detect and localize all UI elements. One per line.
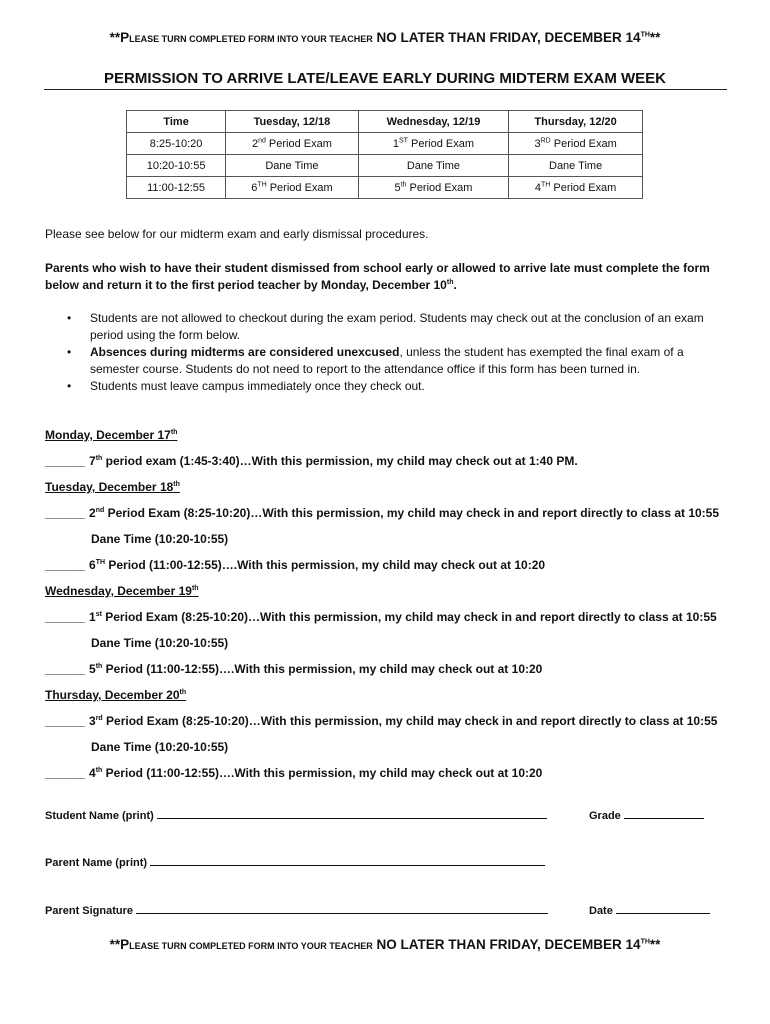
table-cell [509,177,643,199]
notice-suffix: ** [649,937,661,952]
table-row [127,155,643,177]
cell-pre: 5 [394,181,401,194]
notice-suffix: ** [649,30,661,45]
time-cell: 11:00-12:55 [127,177,226,199]
day-heading-monday [45,428,177,442]
parent-name-label: Parent Name (print) [45,857,151,869]
day-text: Tuesday, December 18 [45,480,174,494]
table-cell [226,155,359,177]
option-sup: TH [95,559,106,566]
day-sup: th [179,689,187,696]
parent-signature-field[interactable] [45,903,548,917]
option-text: Period (11:00-12:55)….With this permission, my child may check out at 10:20 [102,766,543,780]
exam-schedule-table [126,110,643,199]
option-num: 1 [89,610,96,624]
option-sup: nd [95,507,105,514]
notice-small-caps: LEASE TURN COMPLETED FORM INTO YOUR TEACHER [129,941,373,951]
parent-signature-label: Parent Signature [45,905,137,917]
date-line[interactable] [616,903,710,914]
option-sup: rd [95,715,103,722]
cell-sup: nd [258,136,266,144]
notice-sup: TH [640,938,650,946]
day-heading-thursday [45,688,186,702]
notice-deadline: NO LATER THAN FRIDAY, DECEMBER 14 [372,30,641,45]
cell-sup: th [400,180,407,188]
parents-note-text: Parents who wish to have their student dismissed from school early or allowed to arrive late must complete the form below and return it to the first period teacher by Monday, December 10 [45,261,710,292]
notice-small-caps: LEASE TURN COMPLETED FORM INTO YOUR TEACHER [129,34,373,44]
checkbox-blank[interactable]: ______ [45,558,86,572]
option-num: 2 [89,506,96,520]
checkbox-blank[interactable]: ______ [45,454,86,468]
notice-prefix: **P [109,937,130,952]
option-num: 6 [89,558,96,572]
cell-sup: TH [540,180,551,188]
option-num: 3 [89,714,96,728]
parents-note-sup: th [446,279,454,286]
list-item [45,310,735,344]
parents-note-end: . [453,278,457,292]
option-wednesday-dane-time: Dane Time (10:20-10:55) [91,636,229,650]
option-thursday-4th[interactable] [45,766,542,780]
rule-bold: Absences during midterms are considered unexcused [90,345,400,359]
cell-pre: 2 [251,137,259,150]
grade-line[interactable] [624,808,704,819]
cell-pre: 6 [251,181,258,194]
table-header-row [127,111,643,133]
day-sup: th [173,481,180,488]
cell-sup: RD [540,136,551,144]
cell-sup: ST [399,136,408,144]
cell-post: Period Exam [406,181,473,194]
list-item [45,344,735,378]
table-cell [358,133,509,155]
table-row [127,177,643,199]
parent-signature-line[interactable] [136,903,548,914]
option-sup: th [95,663,103,670]
parents-note [45,260,735,294]
option-text: Period Exam (8:25-10:20)…With this permission, my child may check in and report directly to class at 10:55 [104,506,720,520]
student-name-line[interactable] [157,808,547,819]
rule-text: , unless the student has exempted the final exam of a semester course. Students do not need to report to the attendance office if this form has been turned in. [90,345,684,376]
cell-pre: 4 [534,181,541,194]
cell-pre: Dane Time [549,159,603,172]
table-cell [226,133,359,155]
intro-paragraph: Please see below for our midterm exam and early dismissal procedures. [45,227,429,241]
header-wednesday: Wednesday, 12/19 [358,111,509,133]
rules-list [45,310,735,395]
table-cell [226,177,359,199]
option-thursday-dane-time: Dane Time (10:20-10:55) [91,740,229,754]
notice-sup: TH [640,31,650,39]
cell-post: Period Exam [265,137,332,150]
student-name-label: Student Name (print) [45,810,157,822]
table-cell [509,155,643,177]
option-monday-7th[interactable] [45,454,578,468]
cell-post: Period Exam [266,181,333,194]
option-sup: th [95,767,103,774]
table-cell [358,177,509,199]
parent-name-field[interactable] [45,855,545,869]
table-cell [509,133,643,155]
option-text: Period Exam (8:25-10:20)…With this permission, my child may check in and report directly to class at 10:55 [102,714,718,728]
option-text: Period Exam (8:25-10:20)…With this permission, my child may check in and report directly to class at 10:55 [101,610,717,624]
option-num: 5 [89,662,96,676]
list-item [45,378,735,395]
day-sup: th [191,585,199,592]
option-text: Period (11:00-12:55)….With this permission, my child may check out at 10:20 [102,662,543,676]
cell-pre: 3 [534,137,541,150]
rule-text: Students must leave campus immediately once they check out. [90,379,425,393]
option-num: 4 [89,766,96,780]
checkbox-blank[interactable]: ______ [45,610,86,624]
grade-label: Grade [589,810,624,822]
cell-pre: Dane Time [406,159,461,172]
cell-pre: 1 [392,137,400,150]
option-wednesday-5th[interactable] [45,662,542,676]
cell-post: Period Exam [550,137,617,150]
day-text: Thursday, December 20 [45,688,180,702]
date-label: Date [589,905,616,917]
cell-sup: TH [257,180,267,188]
day-text: Monday, December 17 [45,428,171,442]
checkbox-blank[interactable]: ______ [45,506,86,520]
notice-deadline: NO LATER THAN FRIDAY, DECEMBER 14 [372,937,641,952]
option-sup: th [95,455,103,462]
notice-top [0,30,770,45]
cell-pre: Dane Time [265,159,319,172]
checkbox-blank[interactable]: ______ [45,714,86,728]
notice-bottom [0,937,770,952]
cell-post: Period Exam [550,181,617,194]
grade-field[interactable] [589,808,704,822]
title-divider [44,89,727,90]
day-sup: th [170,429,178,436]
option-sup: st [95,611,102,618]
table-cell [358,155,509,177]
bullet-icon: • [67,379,72,393]
bullet-icon: • [67,345,72,359]
header-thursday: Thursday, 12/20 [509,111,643,133]
bullet-icon: • [67,311,72,325]
day-text: Wednesday, December 19 [45,584,192,598]
time-cell: 10:20-10:55 [127,155,226,177]
option-wednesday-1st[interactable] [45,610,717,624]
day-heading-tuesday [45,480,180,494]
option-tuesday-dane-time: Dane Time (10:20-10:55) [91,532,229,546]
option-tuesday-6th[interactable] [45,558,545,572]
checkbox-blank[interactable]: ______ [45,662,86,676]
day-heading-wednesday [45,584,199,598]
header-time: Time [127,111,226,133]
option-num: 7 [89,454,96,468]
parent-name-line[interactable] [150,855,545,866]
option-tuesday-2nd[interactable] [45,506,719,520]
page-title: PERMISSION TO ARRIVE LATE/LEAVE EARLY DURING MIDTERM EXAM WEEK [104,70,666,87]
option-text: Period (11:00-12:55)….With this permission, my child may check out at 10:20 [105,558,546,572]
option-thursday-3rd[interactable] [45,714,717,728]
date-field[interactable] [589,903,710,917]
notice-prefix: **P [109,30,130,45]
header-tuesday: Tuesday, 12/18 [226,111,359,133]
option-text: period exam (1:45-3:40)…With this permission, my child may check out at 1:40 PM. [102,454,578,468]
time-cell: 8:25-10:20 [127,133,226,155]
student-name-field[interactable] [45,808,547,822]
checkbox-blank[interactable]: ______ [45,766,86,780]
cell-post: Period Exam [407,137,474,150]
rule-text: Students are not allowed to checkout during the exam period. Students may check out at the conclusion of an exam period using the form below. [90,311,704,342]
table-row [127,133,643,155]
